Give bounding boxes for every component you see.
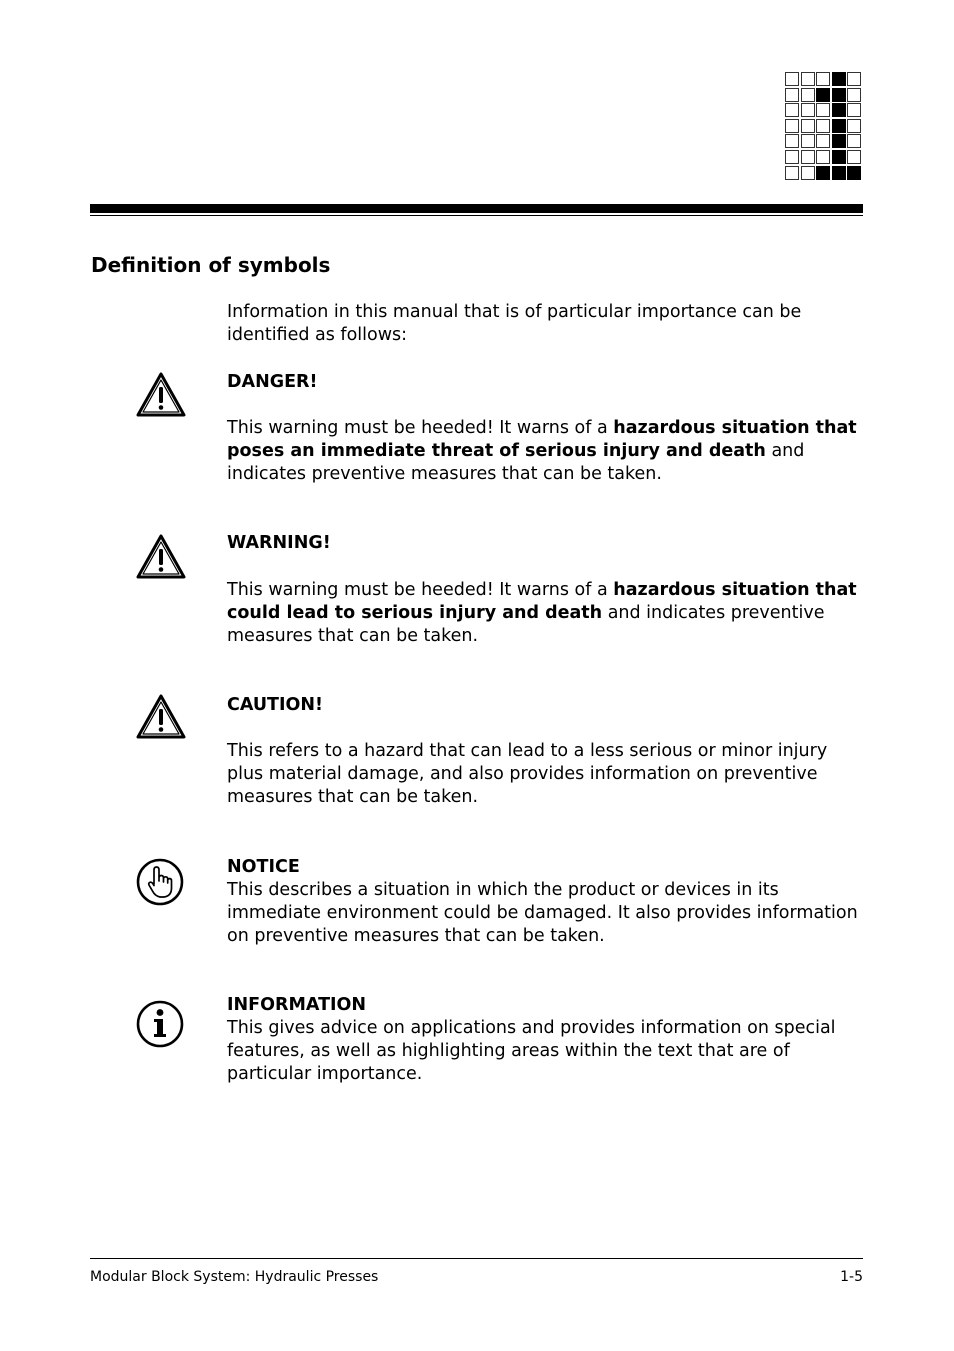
logo-cell	[847, 88, 861, 102]
logo-cell	[816, 166, 830, 180]
warning-heading: WARNING!	[227, 533, 331, 553]
logo-cell	[801, 150, 815, 164]
logo-cell	[832, 103, 846, 117]
logo-cell	[832, 72, 846, 86]
notice-text: This describes a situation in which the product or devices in its immediate environment could be damaged. It also provides information on preventive measures that can be taken.	[227, 880, 858, 946]
logo-cell	[801, 72, 815, 86]
logo-cell	[832, 150, 846, 164]
logo-cell	[847, 134, 861, 148]
logo-cell	[847, 150, 861, 164]
pointing-hand-icon	[135, 856, 187, 908]
page-title: Definition of symbols	[91, 253, 331, 277]
logo-cell	[832, 134, 846, 148]
danger-text-part: and indicates preventive measures that can be taken.	[227, 441, 805, 484]
information-heading: INFORMATION	[227, 995, 367, 1015]
logo-cell	[801, 119, 815, 133]
warning-text	[227, 579, 867, 648]
warning-triangle-icon	[135, 692, 187, 744]
logo-cell	[785, 72, 799, 86]
notice-heading: NOTICE	[227, 857, 300, 877]
logo-cell	[801, 134, 815, 148]
footer-page-number: 1-5	[840, 1269, 863, 1285]
footer-rule	[90, 1258, 863, 1259]
logo-cell	[816, 134, 830, 148]
logo-cell	[785, 88, 799, 102]
logo-cell	[847, 166, 861, 180]
logo-cell	[785, 134, 799, 148]
header-thin-rule	[90, 215, 863, 216]
logo-cell	[816, 150, 830, 164]
header-thick-rule	[90, 204, 863, 213]
logo-cell	[816, 72, 830, 86]
grid-logo-icon	[785, 72, 861, 180]
logo-cell	[785, 119, 799, 133]
caution-heading: CAUTION!	[227, 695, 324, 715]
logo-cell	[801, 166, 815, 180]
logo-cell	[832, 88, 846, 102]
logo-cell	[832, 166, 846, 180]
intro-paragraph: Information in this manual that is of particular importance can be identified as follows:	[227, 302, 802, 345]
logo-cell	[816, 103, 830, 117]
logo-cell	[785, 150, 799, 164]
logo-cell	[832, 119, 846, 133]
logo-cell	[847, 103, 861, 117]
caution-text: This refers to a hazard that can lead to a less serious or minor injury plus material damage, and also provides information on preventive measures that can be taken.	[227, 741, 828, 807]
logo-cell	[785, 166, 799, 180]
footer-document-title: Modular Block System: Hydraulic Presses	[90, 1269, 379, 1285]
danger-text-part: This warning must be heeded! It warns of a	[227, 418, 614, 438]
danger-heading: DANGER!	[227, 372, 318, 392]
warning-text-bold: hazardous situation that could lead to serious injury and death	[227, 580, 857, 623]
warning-triangle-icon	[135, 370, 187, 422]
logo-cell	[785, 103, 799, 117]
logo-cell	[801, 88, 815, 102]
logo-cell	[801, 103, 815, 117]
danger-text-bold: hazardous situation that poses an immediate threat of serious injury and death	[227, 418, 857, 461]
logo-cell	[816, 119, 830, 133]
warning-text-part: This warning must be heeded! It warns of a	[227, 580, 614, 600]
information-text: This gives advice on applications and provides information on special features, as well as highlighting areas within the text that are of particular importance.	[227, 1018, 836, 1084]
logo-cell	[816, 88, 830, 102]
logo-cell	[847, 72, 861, 86]
warning-text-part: and indicates preventive measures that can be taken.	[227, 603, 825, 646]
info-icon	[135, 998, 187, 1050]
logo-cell	[847, 119, 861, 133]
warning-triangle-icon	[135, 532, 187, 584]
danger-text	[227, 417, 867, 486]
